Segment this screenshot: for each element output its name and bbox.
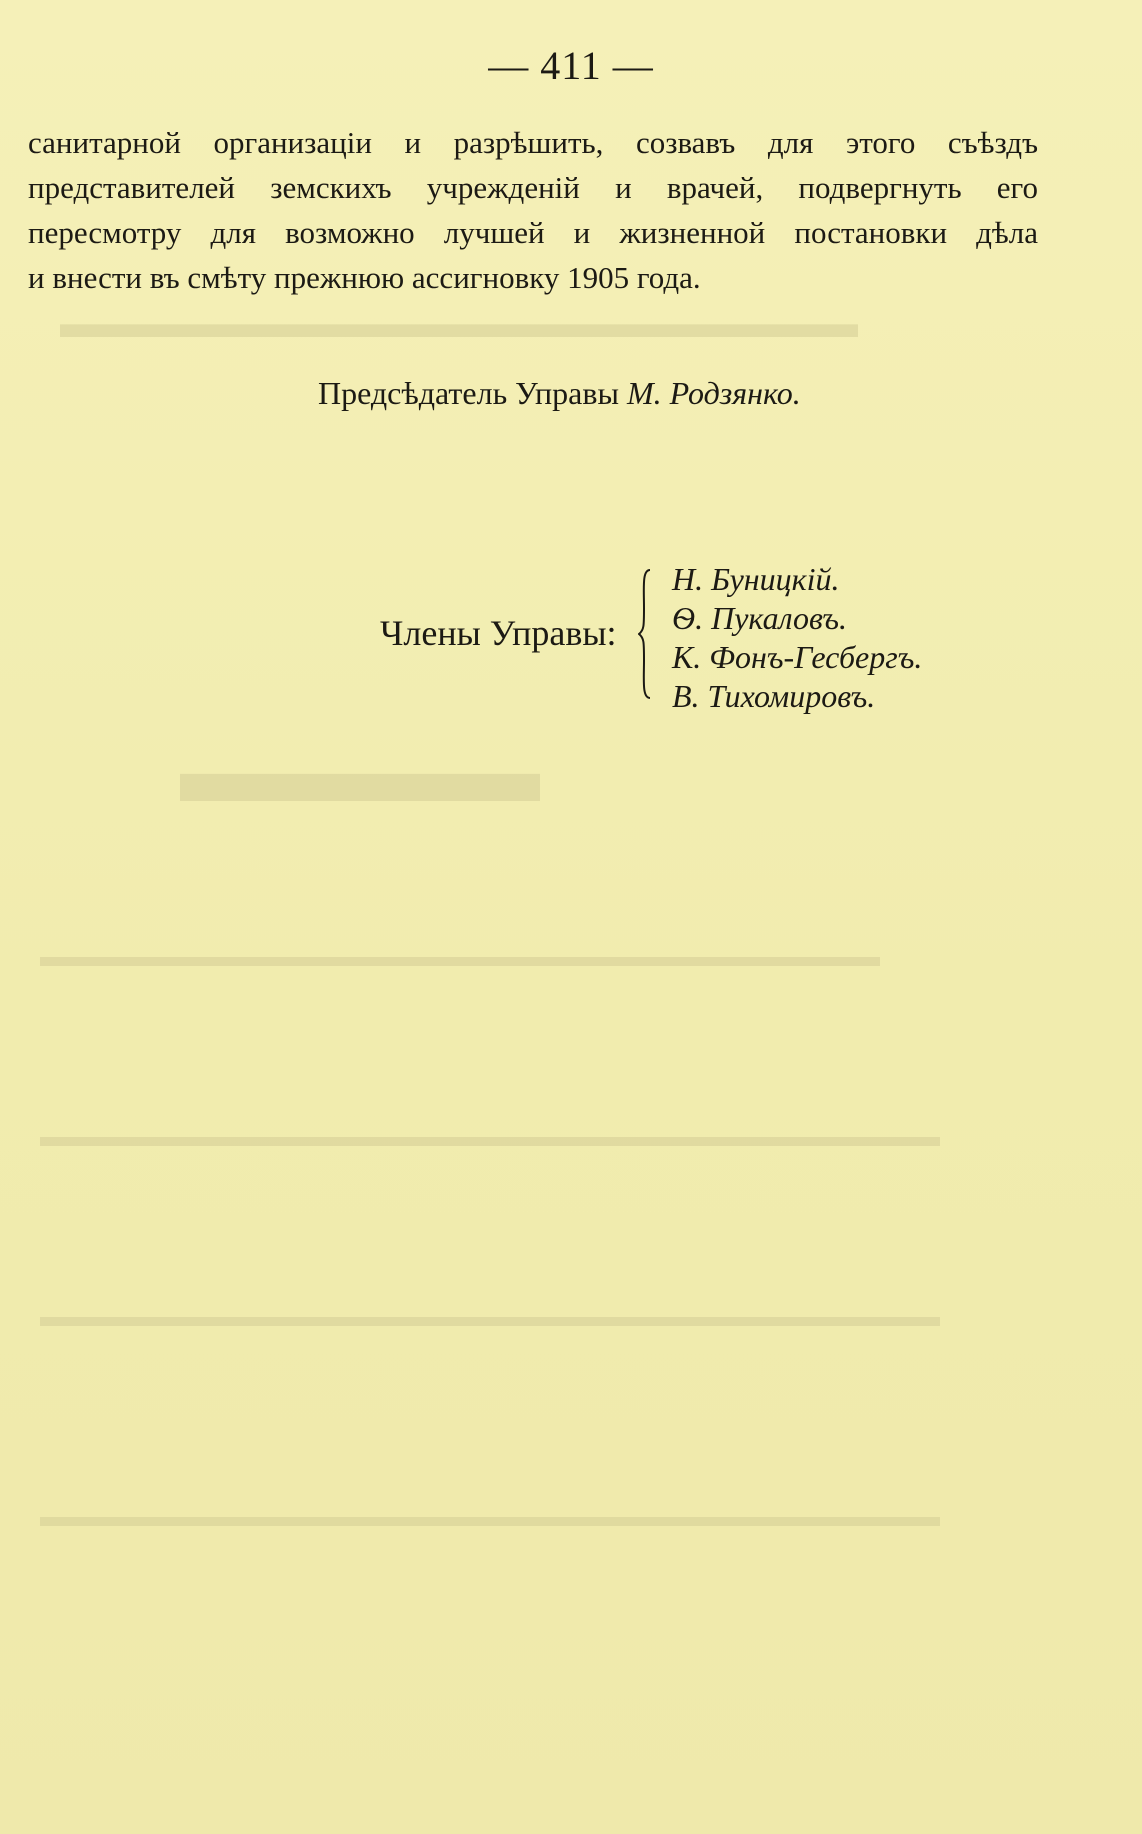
- members-list: [672, 560, 922, 716]
- members-label: Члены Управы:: [380, 613, 617, 653]
- page-number: — 411 —: [488, 43, 654, 88]
- chairman-signature: [318, 375, 801, 412]
- member-name: Ѳ. Пукаловъ.: [672, 600, 848, 636]
- member-name: Н. Буницкій.: [672, 561, 840, 597]
- body-line: представителей земскихъ учрежденій и врачей, подвергнуть его: [28, 170, 1038, 205]
- chairman-name: М. Родзянко.: [626, 375, 801, 411]
- curly-brace-icon: [638, 568, 652, 700]
- member-name: К. Фонъ-Гесбергъ.: [672, 639, 923, 675]
- body-line: санитарной организаціи и разрѣшить, созвавъ для этого съѣздъ: [28, 125, 1038, 160]
- member-name: В. Тихомировъ.: [672, 678, 876, 714]
- chairman-title: Предсѣдатель Управы: [318, 375, 619, 411]
- body-line: и внести въ смѣту прежнюю ассигновку 1905 года.: [28, 260, 701, 295]
- show-through-texture: ▬▬▬▬▬▬▬▬▬▬▬▬▬▬▬▬▬▬▬ ▬▬▬▬ ▬▬▬▬▬▬▬▬▬▬▬▬▬▬▬▬▬▬▬▬▬▬▬▬▬▬▬▬ ▬▬▬▬▬▬▬▬▬▬▬▬▬▬▬▬▬▬▬▬▬▬▬▬▬▬▬▬▬▬ ▬▬▬▬▬▬▬▬▬▬▬▬▬▬▬▬▬▬▬▬▬▬▬▬▬▬▬▬▬▬ ▬▬▬▬▬▬▬▬▬▬▬▬▬▬▬▬▬▬▬▬▬▬▬▬▬▬▬▬▬▬: [40, 301, 940, 1533]
- body-line: пересмотру для возможно лучшей и жизненной постановки дѣла: [28, 215, 1038, 250]
- body-paragraph: [28, 120, 1038, 300]
